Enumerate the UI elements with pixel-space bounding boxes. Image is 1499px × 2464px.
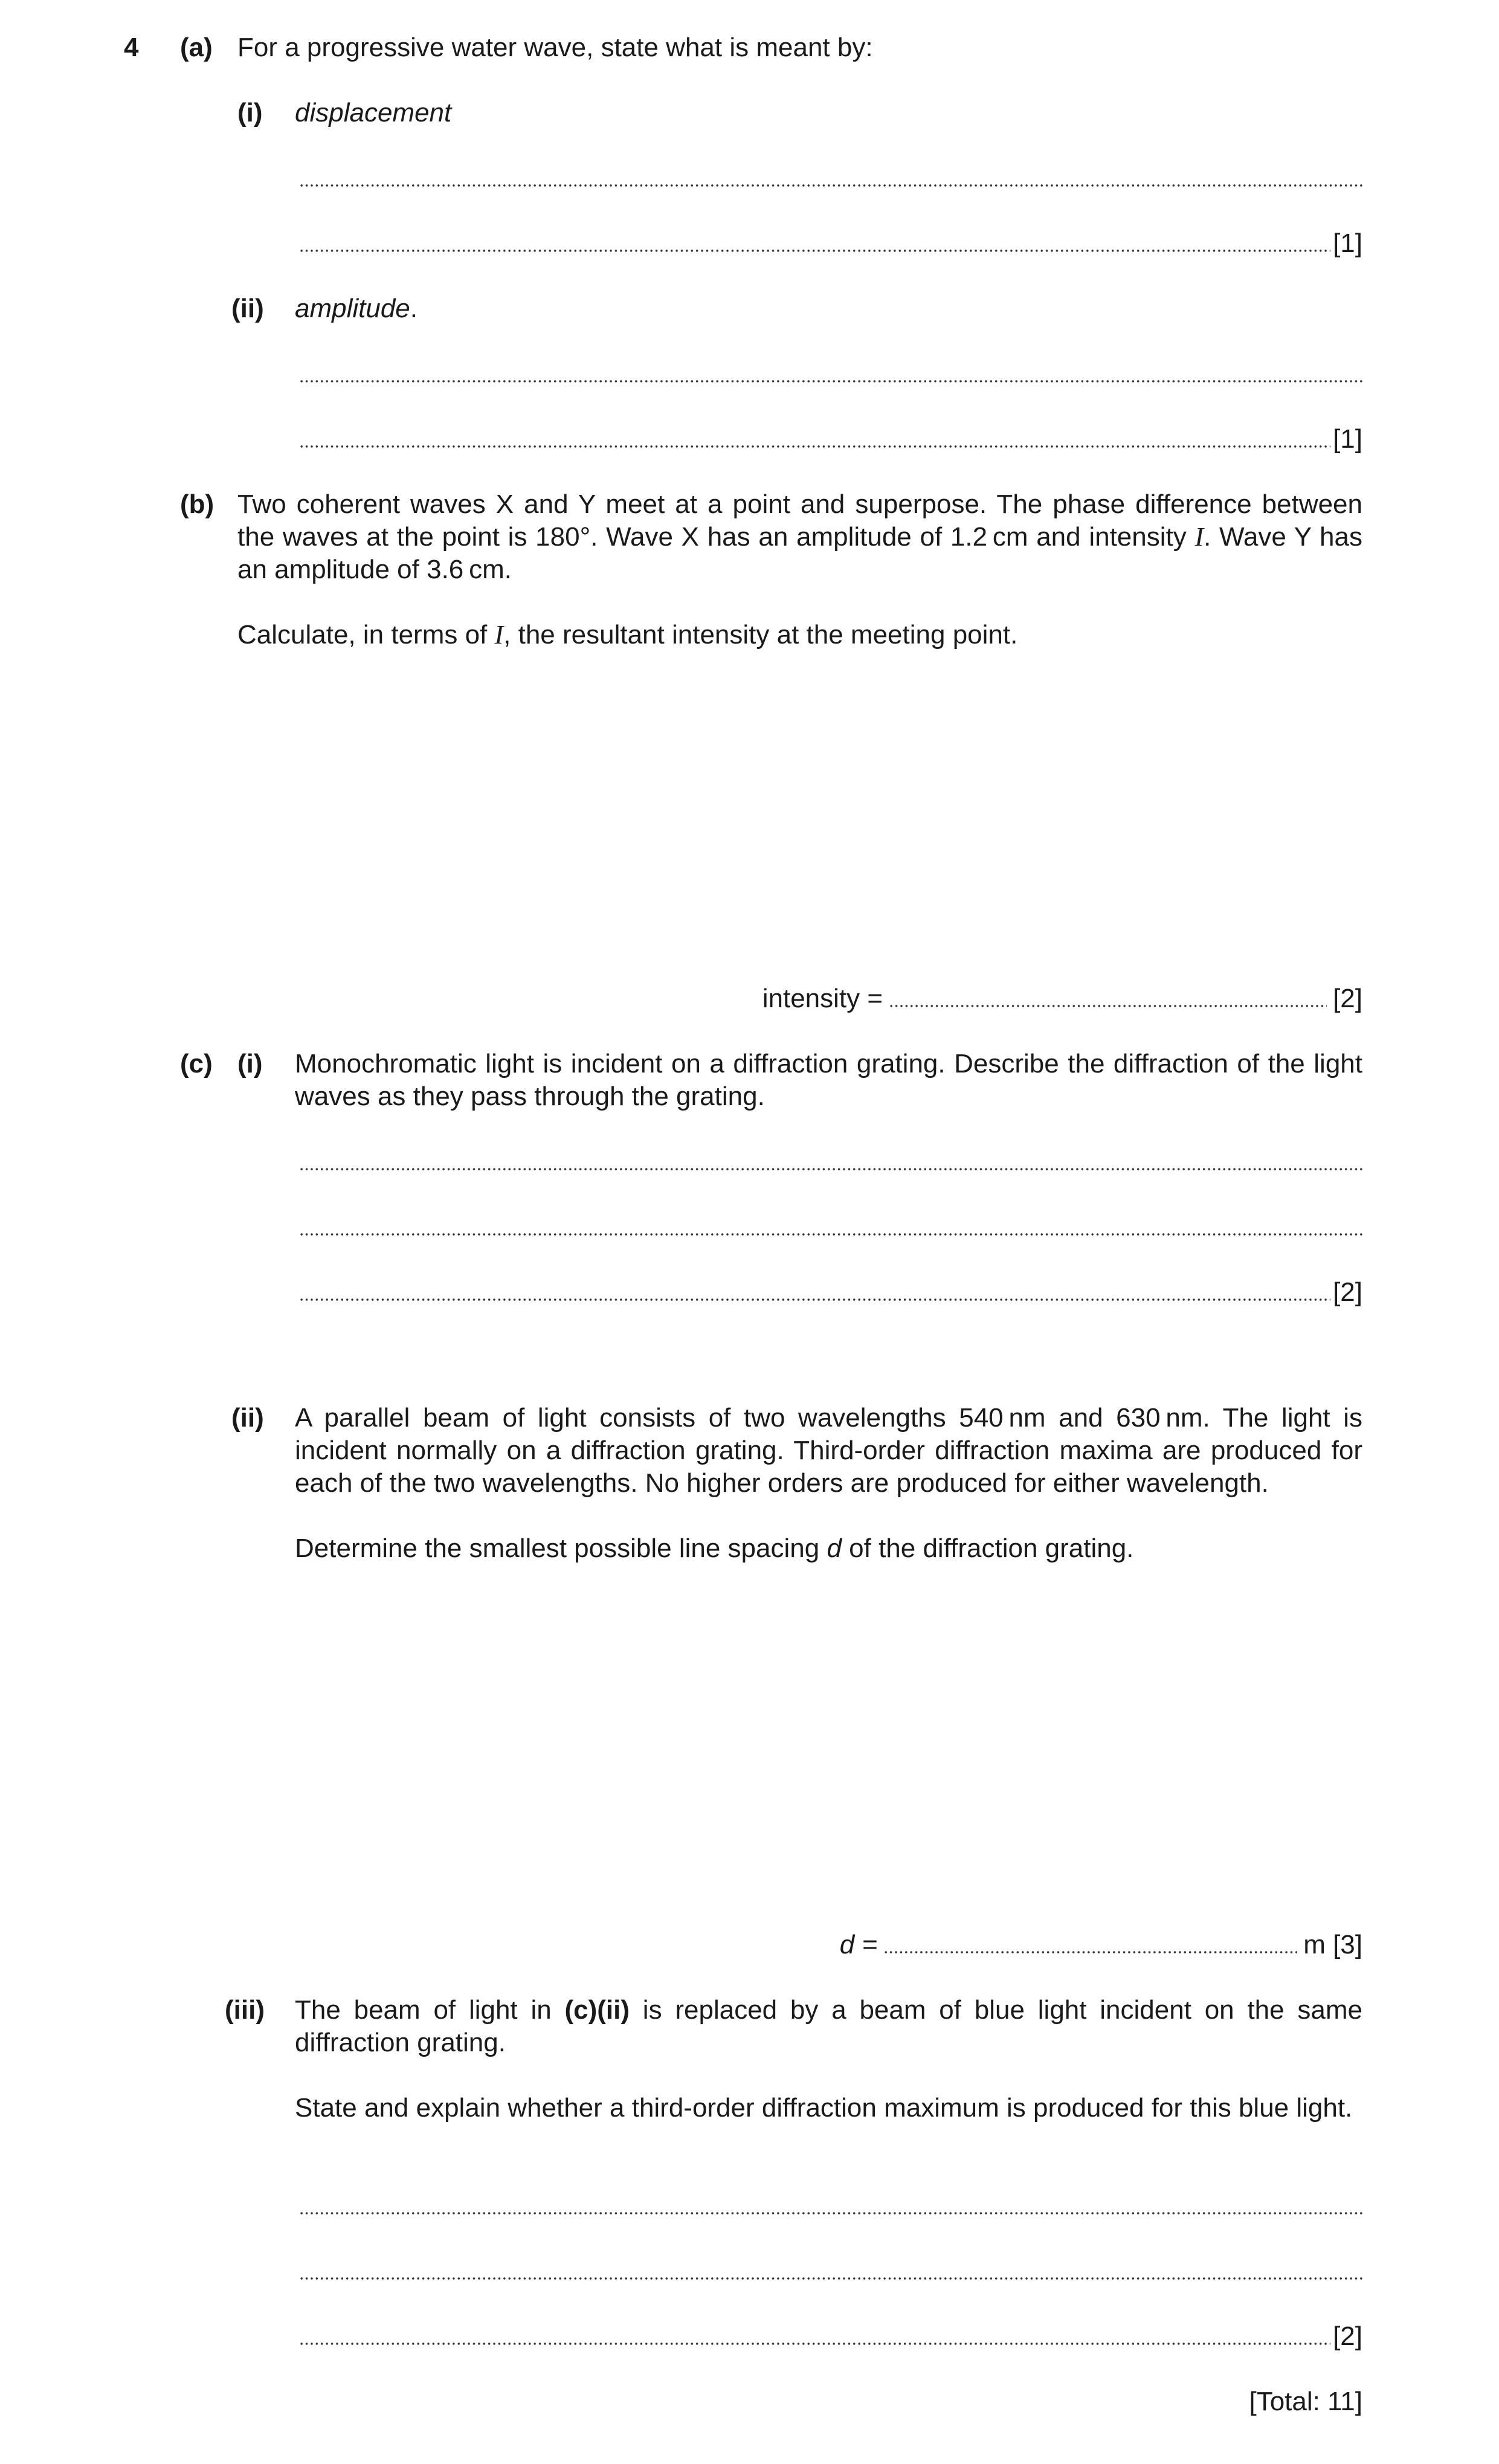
intensity-symbol: I xyxy=(1194,522,1204,552)
mark-allocation: [1] xyxy=(1333,228,1362,258)
part-c-iii-text-2: is replaced by a beam of blue light incident on the same diffraction grating. xyxy=(295,1995,1362,2057)
answer-line[interactable] xyxy=(299,2320,1362,2353)
mark-allocation: [2] xyxy=(1333,1277,1362,1307)
part-a-i-label: (i) xyxy=(237,98,263,127)
part-b-instruction xyxy=(237,619,1017,651)
spacing-symbol: d xyxy=(827,1534,842,1563)
answer-line[interactable] xyxy=(299,227,1362,260)
answer-unit: m xyxy=(1303,1930,1326,1959)
part-b-instr-1: Calculate, in terms of xyxy=(237,620,495,650)
part-c-i-text: Monochromatic light is incident on a diffraction grating. Describe the diffraction of the light waves as they pass through the grating. xyxy=(295,1049,1362,1111)
part-c-i-label: (i) xyxy=(237,1049,263,1079)
question-number: 4 xyxy=(124,33,139,62)
answer-label: intensity = xyxy=(762,984,883,1013)
answer-line[interactable] xyxy=(299,423,1362,456)
total-marks: [Total: 11] xyxy=(1249,2387,1362,2416)
answer-label: d = xyxy=(839,1930,878,1959)
answer-line[interactable] xyxy=(299,1211,1362,1243)
intensity-answer[interactable] xyxy=(695,982,1362,1015)
part-c-iii-text xyxy=(295,1994,1362,2059)
mark-allocation: [2] xyxy=(1333,984,1362,1013)
part-b-text-2: . Wave Y has an amplitude of 3.6 cm. xyxy=(237,522,1362,584)
answer-line[interactable] xyxy=(299,1276,1362,1309)
intensity-symbol: I xyxy=(494,620,504,650)
part-a-label: (a) xyxy=(180,33,213,62)
d-answer[interactable] xyxy=(755,1929,1362,1961)
part-c-iii-text-1: The beam of light in xyxy=(295,1995,565,2025)
part-a-ii-term: amplitude xyxy=(295,294,410,323)
part-a-i-term: displacement xyxy=(295,98,452,127)
part-c-label: (c) xyxy=(180,1049,213,1079)
part-b-instr-2: , the resultant intensity at the meeting point. xyxy=(503,620,1018,650)
mark-allocation: [1] xyxy=(1333,424,1362,454)
part-b-label: (b) xyxy=(180,489,214,519)
answer-line[interactable] xyxy=(299,358,1362,390)
part-c-ii-instr-1: Determine the smallest possible line spacing xyxy=(295,1534,827,1563)
part-b-text-1: Two coherent waves X and Y meet at a point and superpose. The phase difference between the waves at the point is 180°. Wave X has an amplitude of 1.2 cm and intensity xyxy=(237,489,1362,552)
part-b-text xyxy=(237,488,1362,586)
part-c-ii-text: A parallel beam of light consists of two wavelengths 540 nm and 630 nm. The light is incident normally on a diffraction grating. Third-order diffraction maxima are produced for each of the two wavelengths. No higher orders are produced for either wavelength. xyxy=(295,1403,1362,1498)
part-c-ii-label: (ii) xyxy=(231,1403,264,1433)
answer-line[interactable] xyxy=(299,1146,1362,1178)
part-c-ii-instruction xyxy=(295,1532,1133,1565)
answer-line[interactable] xyxy=(299,2190,1362,2222)
term-suffix: . xyxy=(410,294,418,323)
part-c-ii-instr-2: of the diffraction grating. xyxy=(841,1534,1134,1563)
part-c-iii-instruction: State and explain whether a third-order diffraction maximum is produced for this blue light. xyxy=(295,2093,1353,2123)
answer-line[interactable] xyxy=(299,2255,1362,2288)
part-reference: (c)(ii) xyxy=(564,1995,630,2025)
part-a-ii-term-wrap xyxy=(295,292,417,325)
answer-line[interactable] xyxy=(299,162,1362,195)
part-c-iii-label: (iii) xyxy=(225,1995,265,2025)
mark-allocation: [3] xyxy=(1333,1930,1362,1959)
mark-allocation: [2] xyxy=(1333,2321,1362,2351)
part-a-stem: For a progressive water wave, state what is meant by: xyxy=(237,33,873,62)
part-a-ii-label: (ii) xyxy=(231,294,264,323)
